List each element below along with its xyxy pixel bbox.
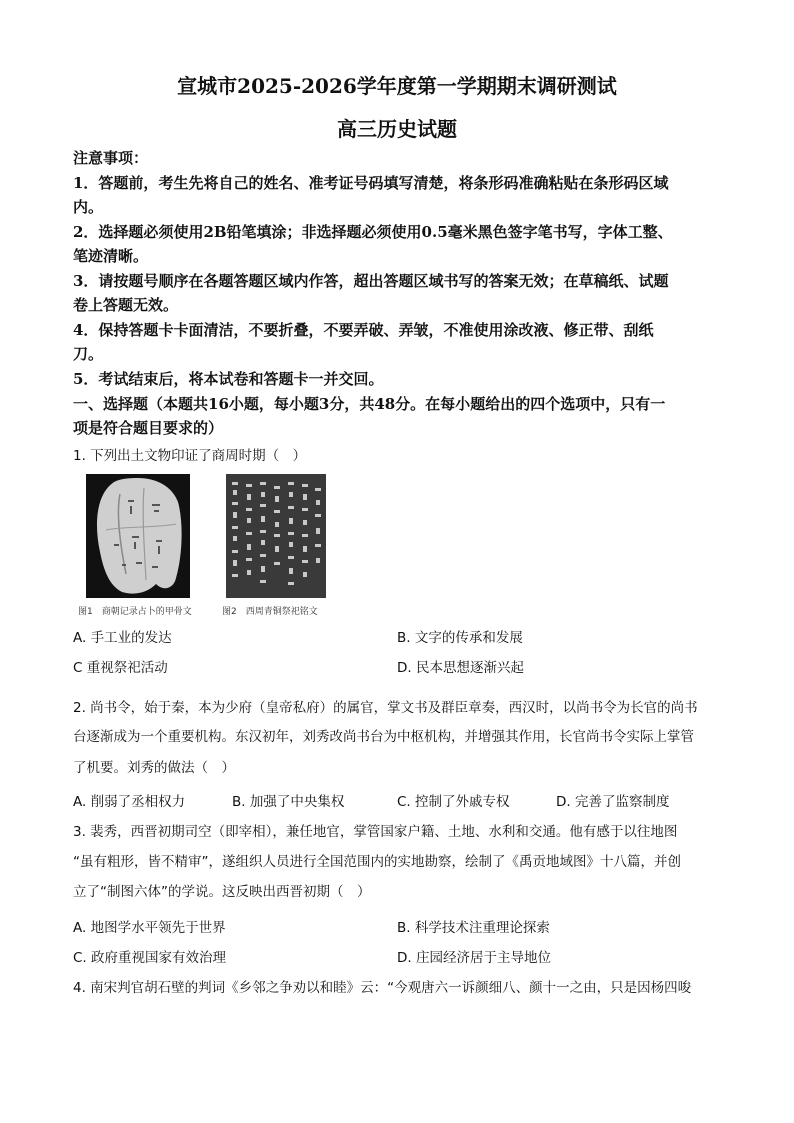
- notice-heading: 注意事项：: [73, 149, 149, 167]
- page-subtitle: 高三历史试题: [337, 117, 457, 141]
- q2-option-c[interactable]: C. 控制了外戚专权: [397, 794, 510, 810]
- notice-line: 2．选择题必须使用2B铅笔填涂；非选择题必须使用0.5毫米黑色签字笔书写，字体工整、: [73, 223, 673, 241]
- q2-option-b[interactable]: B. 加强了中央集权: [232, 794, 345, 810]
- oracle-bone-drawing: [86, 474, 190, 598]
- figure-2-caption: 图2 西周青铜祭祀铭文: [222, 607, 318, 617]
- q4-stem-line: 4. 南宋判官胡石壁的判词《乡邻之争劝以和睦》云：“今观唐六一诉颜细八、颜十一之由，只是因杨四唆: [73, 980, 692, 996]
- q1-stem: 1. 下列出土文物印证了商周时期（ ）: [73, 448, 307, 464]
- q2-stem-line: 台逐渐成为一个重要机构。东汉初年，刘秀改尚书台为中枢机构，并增强其作用，长官尚书令实际上掌管: [73, 729, 694, 745]
- bronze-inscription-drawing: [226, 474, 326, 598]
- section-heading-cont: 项是符合题目要求的）: [73, 419, 224, 437]
- notice-line: 5．考试结束后，将本试卷和答题卡一并交回。: [73, 370, 384, 388]
- oracle-bone-image: [86, 474, 190, 598]
- notice-line: 笔迹清晰。: [73, 247, 149, 265]
- q1-option-c[interactable]: C 重视祭祀活动: [73, 660, 168, 676]
- q3-option-a[interactable]: A. 地图学水平领先于世界: [73, 920, 226, 936]
- q2-stem-line: 了机要。刘秀的做法（ ）: [73, 760, 235, 776]
- notice-line: 刀。: [73, 345, 104, 363]
- page-title: 宣城市2025-2026学年度第一学期期末调研测试: [177, 74, 617, 98]
- figure-1-caption: 图1 商朝记录占卜的甲骨文: [78, 607, 192, 617]
- notice-line: 内。: [73, 198, 104, 216]
- q3-stem-line: 立了“制图六体”的学说。这反映出西晋初期（ ）: [73, 884, 371, 900]
- q1-option-d[interactable]: D. 民本思想逐渐兴起: [397, 660, 524, 676]
- q3-option-c[interactable]: C. 政府重视国家有效治理: [73, 950, 227, 966]
- q2-option-a[interactable]: A. 削弱了丞相权力: [73, 794, 186, 810]
- notice-line: 卷上答题无效。: [73, 296, 179, 314]
- notice-line: 4．保持答题卡卡面清洁，不要折叠，不要弄破、弄皱，不准使用涂改液、修正带、刮纸: [73, 321, 654, 339]
- q3-option-b[interactable]: B. 科学技术注重理论探索: [397, 920, 550, 936]
- section-heading: 一、选择题（本题共16小题，每小题3分，共48分。在每小题给出的四个选项中，只有一: [73, 395, 666, 413]
- q1-option-b[interactable]: B. 文字的传承和发展: [397, 630, 523, 646]
- q3-stem-line: “虽有粗形，皆不精审”，遂组织人员进行全国范围内的实地勘察，绘制了《禹贡地域图》十八篇，并创: [73, 854, 681, 870]
- bronze-inscription-image: [226, 474, 326, 598]
- q2-option-d[interactable]: D. 完善了监察制度: [556, 794, 670, 810]
- q2-stem-line: 2. 尚书令，始于秦，本为少府（皇帝私府）的属官，掌文书及群臣章奏，西汉时，以尚书令为长官的尚书: [73, 700, 698, 716]
- q3-option-d[interactable]: D. 庄园经济居于主导地位: [397, 950, 551, 966]
- notice-line: 3．请按题号顺序在各题答题区域内作答，超出答题区域书写的答案无效；在草稿纸、试题: [73, 272, 669, 290]
- notice-line: 1．答题前，考生先将自己的姓名、准考证号码填写清楚，将条形码准确粘贴在条形码区域: [73, 174, 669, 192]
- q1-option-a[interactable]: A. 手工业的发达: [73, 630, 172, 646]
- q3-stem-line: 3. 裴秀，西晋初期司空（即宰相），兼任地官，掌管国家户籍、土地、水利和交通。他有感于以往地图: [73, 824, 678, 840]
